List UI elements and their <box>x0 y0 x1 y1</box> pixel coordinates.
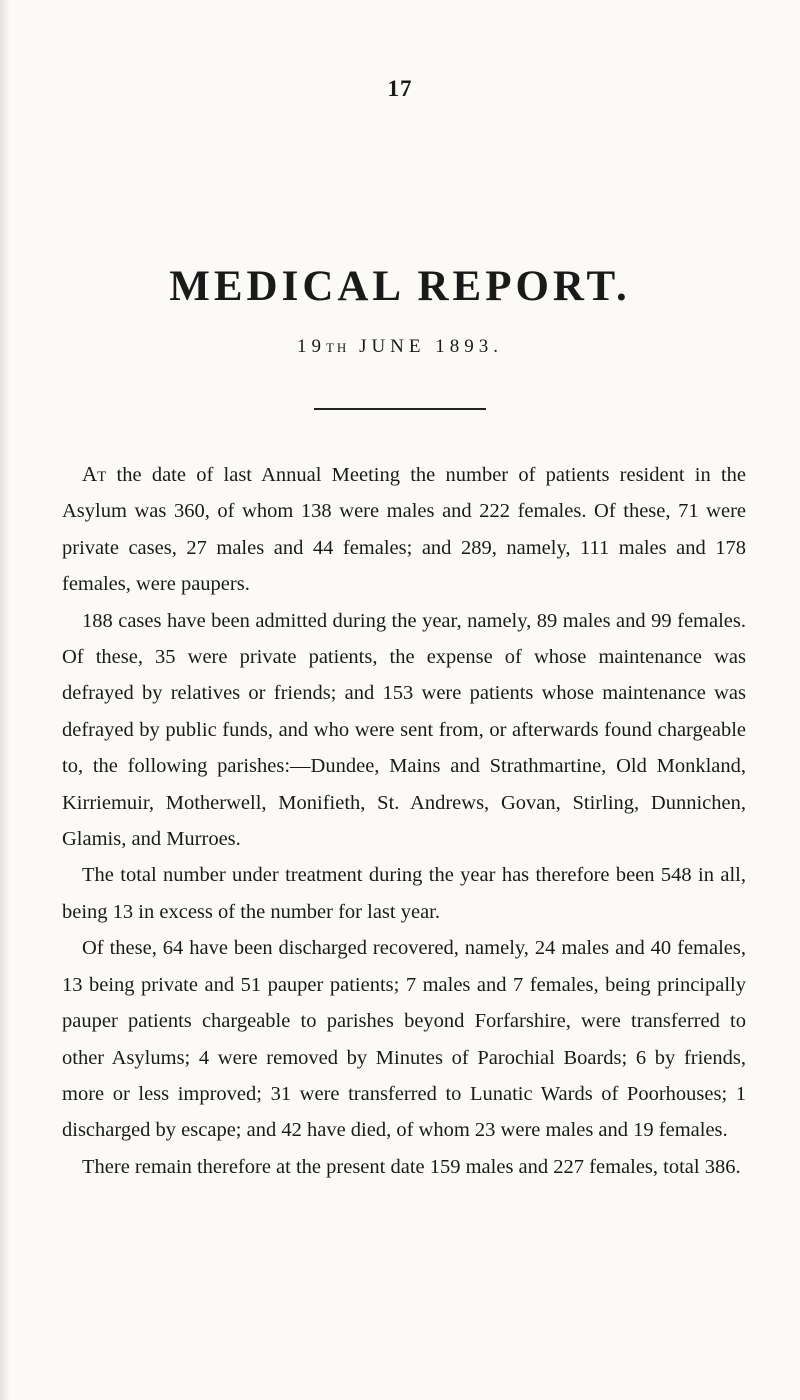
report-date <box>0 336 800 358</box>
page-number: 17 <box>387 76 413 101</box>
paragraph-total-treated: The total number under treatment during the year has therefore been 548 in all, being 13 in excess of the number for last year. <box>62 864 746 923</box>
page-edge-shadow <box>0 0 10 1400</box>
paragraph-admissions: 188 cases have been admitted during the year, namely, 89 males and 99 females. Of these, 35 were private patients, the expense of whose maintenance was defrayed by relatives or friends; and 153 were patients whose maintenance was defrayed by public funds, and who were sent from, or afterwards found chargeable to, the following parishes:—Dundee, Mains and Strathmartine, Old Monkland, Kirriemuir, Motherwell, Monifieth, St. Andrews, Govan, Stirling, Dunnichen, Glamis, and Murroes. <box>62 609 746 851</box>
date-month-year: JUNE 1893. <box>359 336 504 357</box>
title-divider <box>314 408 486 410</box>
date-day: 19 <box>296 336 326 357</box>
report-body <box>62 456 746 1185</box>
paragraph-remaining: There remain therefore at the present date 159 males and 227 females, total 386. <box>82 1155 741 1178</box>
paragraph-lead-word: At <box>82 462 107 486</box>
date-ordinal: TH <box>325 340 350 355</box>
page-title: MEDICAL REPORT. <box>169 263 631 310</box>
paragraph-text: the date of last Annual Meeting the number of patients resident in the Asylum was 360, of whom 138 were males and 222 females. Of these, 71 were private cases, 27 males and 44 females; and 289, namely, 111 males and 178 females, were paupers. <box>62 464 746 596</box>
paragraph-resident-patients <box>62 456 746 603</box>
paragraph-discharges: Of these, 64 have been discharged recovered, namely, 24 males and 40 females, 13 being private and 51 pauper patients; 7 males and 7 females, being principally pauper patients chargeable to parishes beyond Forfarshire, were transferred to other Asylums; 4 were removed by Minutes of Parochial Boards; 6 by friends, more or less improved; 31 were transferred to Lunatic Wards of Poorhouses; 1 discharged by escape; and 42 have died, of whom 23 were males and 19 females. <box>62 937 746 1142</box>
